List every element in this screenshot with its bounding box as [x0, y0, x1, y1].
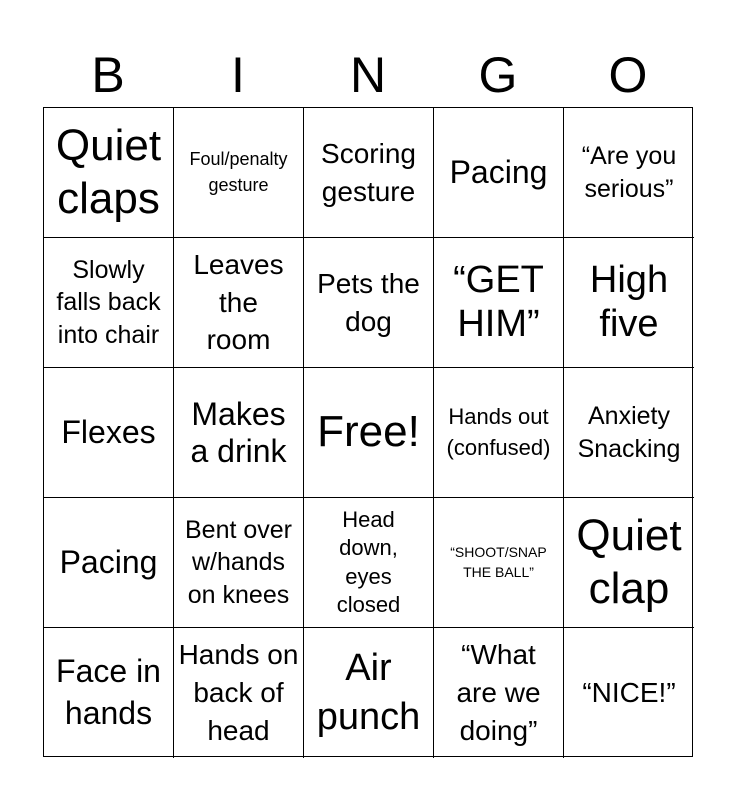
- bingo-cell[interactable]: [564, 238, 694, 368]
- bingo-cell[interactable]: [44, 108, 174, 238]
- cell-text: Head down, eyes closed: [336, 507, 401, 617]
- bingo-board: [43, 107, 693, 757]
- header-letter-n: N: [349, 47, 387, 103]
- bingo-cell[interactable]: [44, 368, 174, 498]
- bingo-cell[interactable]: [434, 628, 564, 758]
- bingo-cell[interactable]: [174, 498, 304, 628]
- header-letter-g: G: [478, 47, 518, 103]
- bingo-cell[interactable]: [174, 628, 304, 758]
- cell-text: Air punch: [316, 646, 421, 738]
- header-letter-o: O: [608, 47, 648, 103]
- cell-text: High five: [589, 258, 669, 345]
- cell-text: “What are we doing”: [456, 639, 541, 746]
- bingo-cell[interactable]: [434, 238, 564, 368]
- bingo-cell[interactable]: [564, 498, 694, 628]
- bingo-cell[interactable]: [564, 108, 694, 238]
- cell-text: Pacing: [449, 154, 548, 191]
- cell-text: Hands on back of head: [178, 639, 299, 746]
- bingo-cell[interactable]: [304, 238, 434, 368]
- cell-text: Bent over w/hands on knees: [184, 515, 292, 609]
- bingo-cell[interactable]: [304, 108, 434, 238]
- bingo-cell[interactable]: [174, 108, 304, 238]
- bingo-cell[interactable]: [44, 628, 174, 758]
- bingo-cell[interactable]: [434, 368, 564, 498]
- cell-text: “Are you serious”: [581, 142, 677, 203]
- cell-text: Pets the dog: [317, 267, 420, 337]
- bingo-cell[interactable]: [434, 108, 564, 238]
- free-space[interactable]: [304, 368, 434, 498]
- cell-text: “NICE!”: [582, 677, 676, 709]
- cell-text: Quiet clap: [576, 510, 682, 613]
- cell-text: Scoring gesture: [321, 137, 416, 207]
- header-letter-i: I: [231, 47, 245, 103]
- cell-text: Free!: [317, 407, 420, 457]
- cell-text: Foul/penalty gesture: [189, 149, 288, 195]
- bingo-cell[interactable]: [174, 238, 304, 368]
- cell-text: Anxiety Snacking: [577, 402, 681, 463]
- bingo-cell[interactable]: [174, 368, 304, 498]
- cell-text: Hands out (confused): [446, 403, 551, 460]
- cell-text: “SHOOT/SNAP THE BALL”: [450, 543, 547, 580]
- bingo-cell[interactable]: [434, 498, 564, 628]
- bingo-cell[interactable]: [304, 498, 434, 628]
- cell-text: “GET HIM”: [453, 258, 544, 345]
- bingo-header: [43, 42, 693, 108]
- bingo-cell[interactable]: [564, 628, 694, 758]
- bingo-cell[interactable]: [44, 498, 174, 628]
- cell-text: Slowly falls back into chair: [56, 255, 161, 349]
- bingo-cell[interactable]: [44, 238, 174, 368]
- bingo-cell[interactable]: [564, 368, 694, 498]
- bingo-cell[interactable]: [304, 628, 434, 758]
- cell-text: Flexes: [61, 414, 156, 451]
- cell-text: Face in hands: [56, 653, 161, 731]
- header-letter-b: B: [91, 47, 125, 103]
- cell-text: Quiet claps: [55, 120, 162, 223]
- cell-text: Makes a drink: [190, 395, 287, 469]
- cell-text: Leaves the room: [193, 248, 284, 356]
- cell-text: Pacing: [59, 544, 158, 581]
